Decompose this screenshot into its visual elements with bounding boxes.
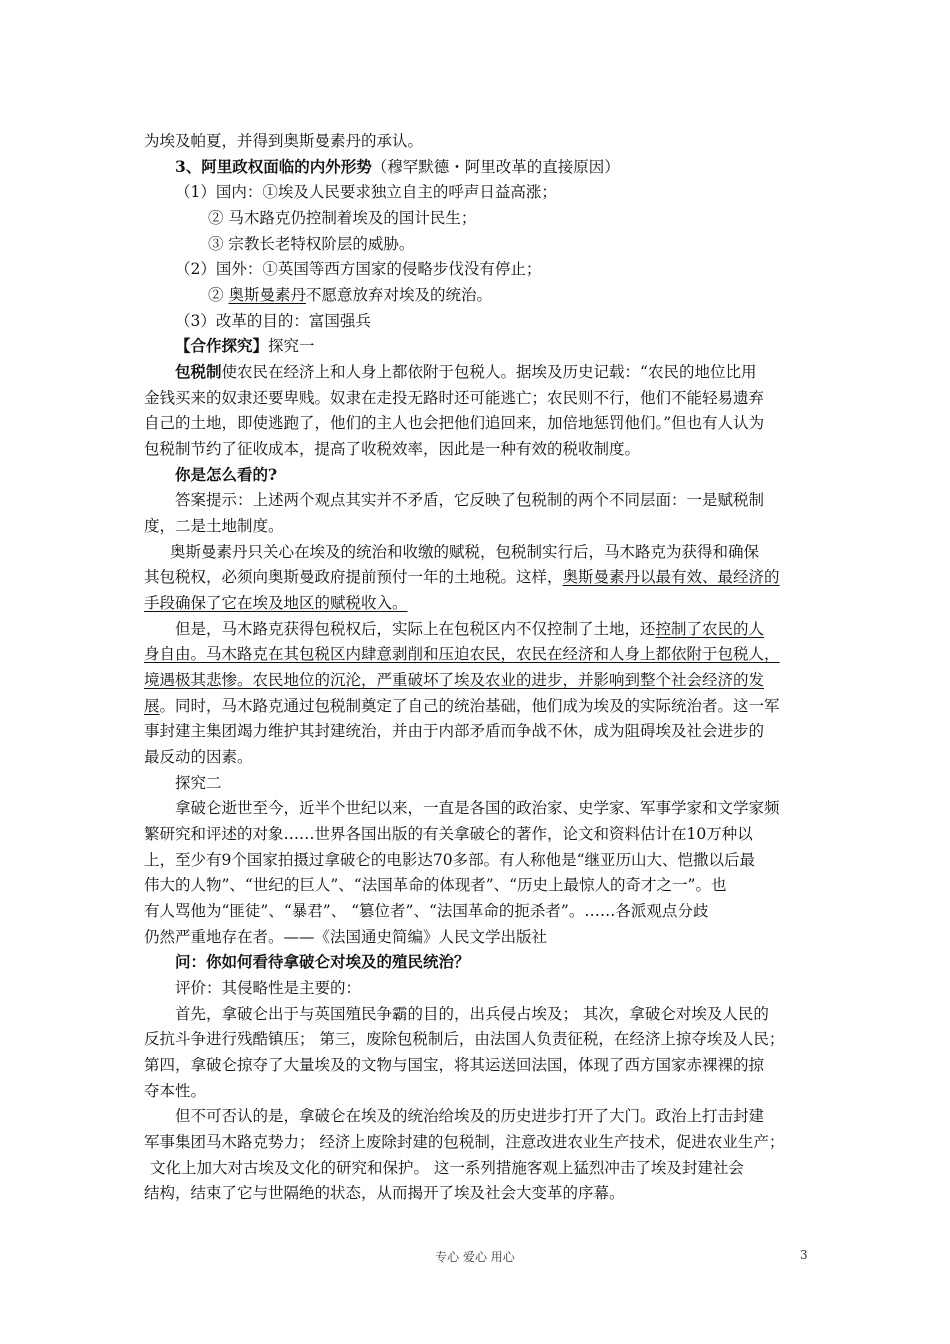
text-line: 包税制使农民在经济上和人身上都依附于包税人。据埃及历史记载：“农民的地位比用 — [175, 362, 757, 381]
text-line: ③ 宗教长老特权阶层的威胁。 — [208, 235, 415, 253]
text-line: 答案提示：上述两个观点其实并不矛盾，它反映了包税制的两个不同层面：一是赋税制 — [175, 491, 765, 509]
text-line: 有人骂他为“匪徒”、“暴君”、 “篡位者”、“法国革命的扼杀者”。……各派观点分歧 — [144, 902, 709, 920]
section-heading: 【合作探究】探究一 — [175, 336, 315, 355]
page-footer: 专心 爱心 用心 — [435, 1250, 515, 1264]
text-line: 包税制节约了征收成本，提高了收税效率，因此是一种有效的税收制度。 — [144, 440, 641, 458]
text-line: 最反动的因素。 — [144, 748, 253, 766]
text-line: 首先，拿破仑出于与英国殖民争霸的目的，出兵侵占埃及； 其次，拿破仑对埃及人民的 — [175, 1005, 769, 1023]
text-line: 事封建主集团竭力维护其封建统治，并由于内部矛盾而争战不休，成为阻碍埃及社会进步的 — [144, 722, 765, 740]
text-line: （1）国内：①埃及人民要求独立自主的呼声日益高涨； — [175, 183, 557, 201]
text-line: 繁研究和评述的对象……世界各国出版的有关拿破仑的著作，论文和资料估计在10万种以 — [144, 825, 753, 843]
text-line: 为埃及帕夏，并得到奥斯曼素丹的承认。 — [144, 132, 424, 150]
text-line: 军事集团马木路克势力； 经济上废除封建的包税制，注意改进农业生产技术，促进农业生产； — [144, 1133, 785, 1151]
text-line: 评价：其侵略性是主要的： — [175, 979, 362, 997]
text-line: 文化上加大对古埃及文化的研究和保护。 这一系列措施客观上猛烈冲击了埃及封建社会 — [150, 1159, 744, 1177]
text-line: 反抗斗争进行残酷镇压； 第三，废除包税制后，由法国人负责征税，在经济上掠夺埃及人民； — [144, 1030, 785, 1048]
question-heading: 你是怎么看的? — [175, 465, 278, 484]
text-line: 身自由。马木路克在其包税区内肆意剥削和压迫农民，农民在经济和人身上都依附于包税人， — [144, 645, 780, 663]
text-line: 但是，马木路克获得包税权后，实际上在包税区内不仅控制了土地，还控制了农民的人 — [175, 620, 765, 638]
section-heading: 探究二 — [175, 774, 222, 792]
text-line: 自己的土地，即使逃跑了，他们的主人也会把他们追回来，加倍地惩罚他们。”但也有人认为 — [144, 414, 765, 432]
text-line: 手段确保了它在埃及地区的赋税收入。 — [144, 594, 408, 612]
text-line: （2）国外：①英国等西方国家的侵略步伐没有停止； — [175, 260, 542, 278]
text-line: 伟大的人物”、“世纪的巨人”、“法国革命的体现者”、“历史上最惊人的奇才之一”。也 — [144, 876, 727, 894]
text-line: 展。同时，马木路克通过包税制奠定了自己的统治基础，他们成为埃及的实际统治者。这一军 — [144, 697, 780, 715]
text-line: （3）改革的目的：富国强兵 — [175, 312, 371, 330]
question-heading: 问：你如何看待拿破仑对埃及的殖民统治？ — [175, 952, 470, 971]
text-line: 第四，拿破仑掠夺了大量埃及的文物与国宝，将其运送回法国，体现了西方国家赤裸裸的掠 — [144, 1056, 765, 1074]
text-line: 夺本性。 — [144, 1082, 207, 1100]
text-line: 度，二是土地制度。 — [144, 517, 284, 535]
text-line: ② 马木路克仍控制着埃及的国计民生； — [208, 209, 477, 227]
text-line: ② 奥斯曼素丹不愿意放弃对埃及的统治。 — [208, 286, 492, 304]
section-heading: 3、阿里政权面临的内外形势（穆罕默德・阿里改革的直接原因） — [175, 157, 620, 176]
text-line: 其包税权，必须向奥斯曼政府提前预付一年的土地税。这样，奥斯曼素丹以最有效、最经济的 — [144, 568, 780, 586]
text-line: 奥斯曼素丹只关心在埃及的统治和收缴的赋税，包税制实行后，马木路克为获得和确保 — [170, 543, 760, 561]
text-line: 仍然严重地存在者。——《法国通史简编》人民文学出版社 — [144, 928, 548, 946]
text-line: 上，至少有9个国家拍摄过拿破仑的电影达70多部。有人称他是“继亚历山大、恺撒以后最 — [144, 851, 756, 869]
text-line: 境遇极其悲惨。农民地位的沉沦，严重破坏了埃及农业的进步，并影响到整个社会经济的发 — [144, 671, 765, 689]
text-line: 金钱买来的奴隶还要卑贱。奴隶在走投无路时还可能逃亡；农民则不行，他们不能轻易遗弃 — [144, 389, 765, 407]
text-line: 拿破仑逝世至今，近半个世纪以来，一直是各国的政治家、史学家、军事学家和文学家频 — [175, 799, 780, 817]
text-line: 但不可否认的是，拿破仑在埃及的统治给埃及的历史进步打开了大门。政治上打击封建 — [175, 1107, 765, 1125]
page-number: 3 — [800, 1248, 808, 1262]
text-line: 结构，结束了它与世隔绝的状态，从而揭开了埃及社会大变革的序幕。 — [144, 1184, 625, 1202]
